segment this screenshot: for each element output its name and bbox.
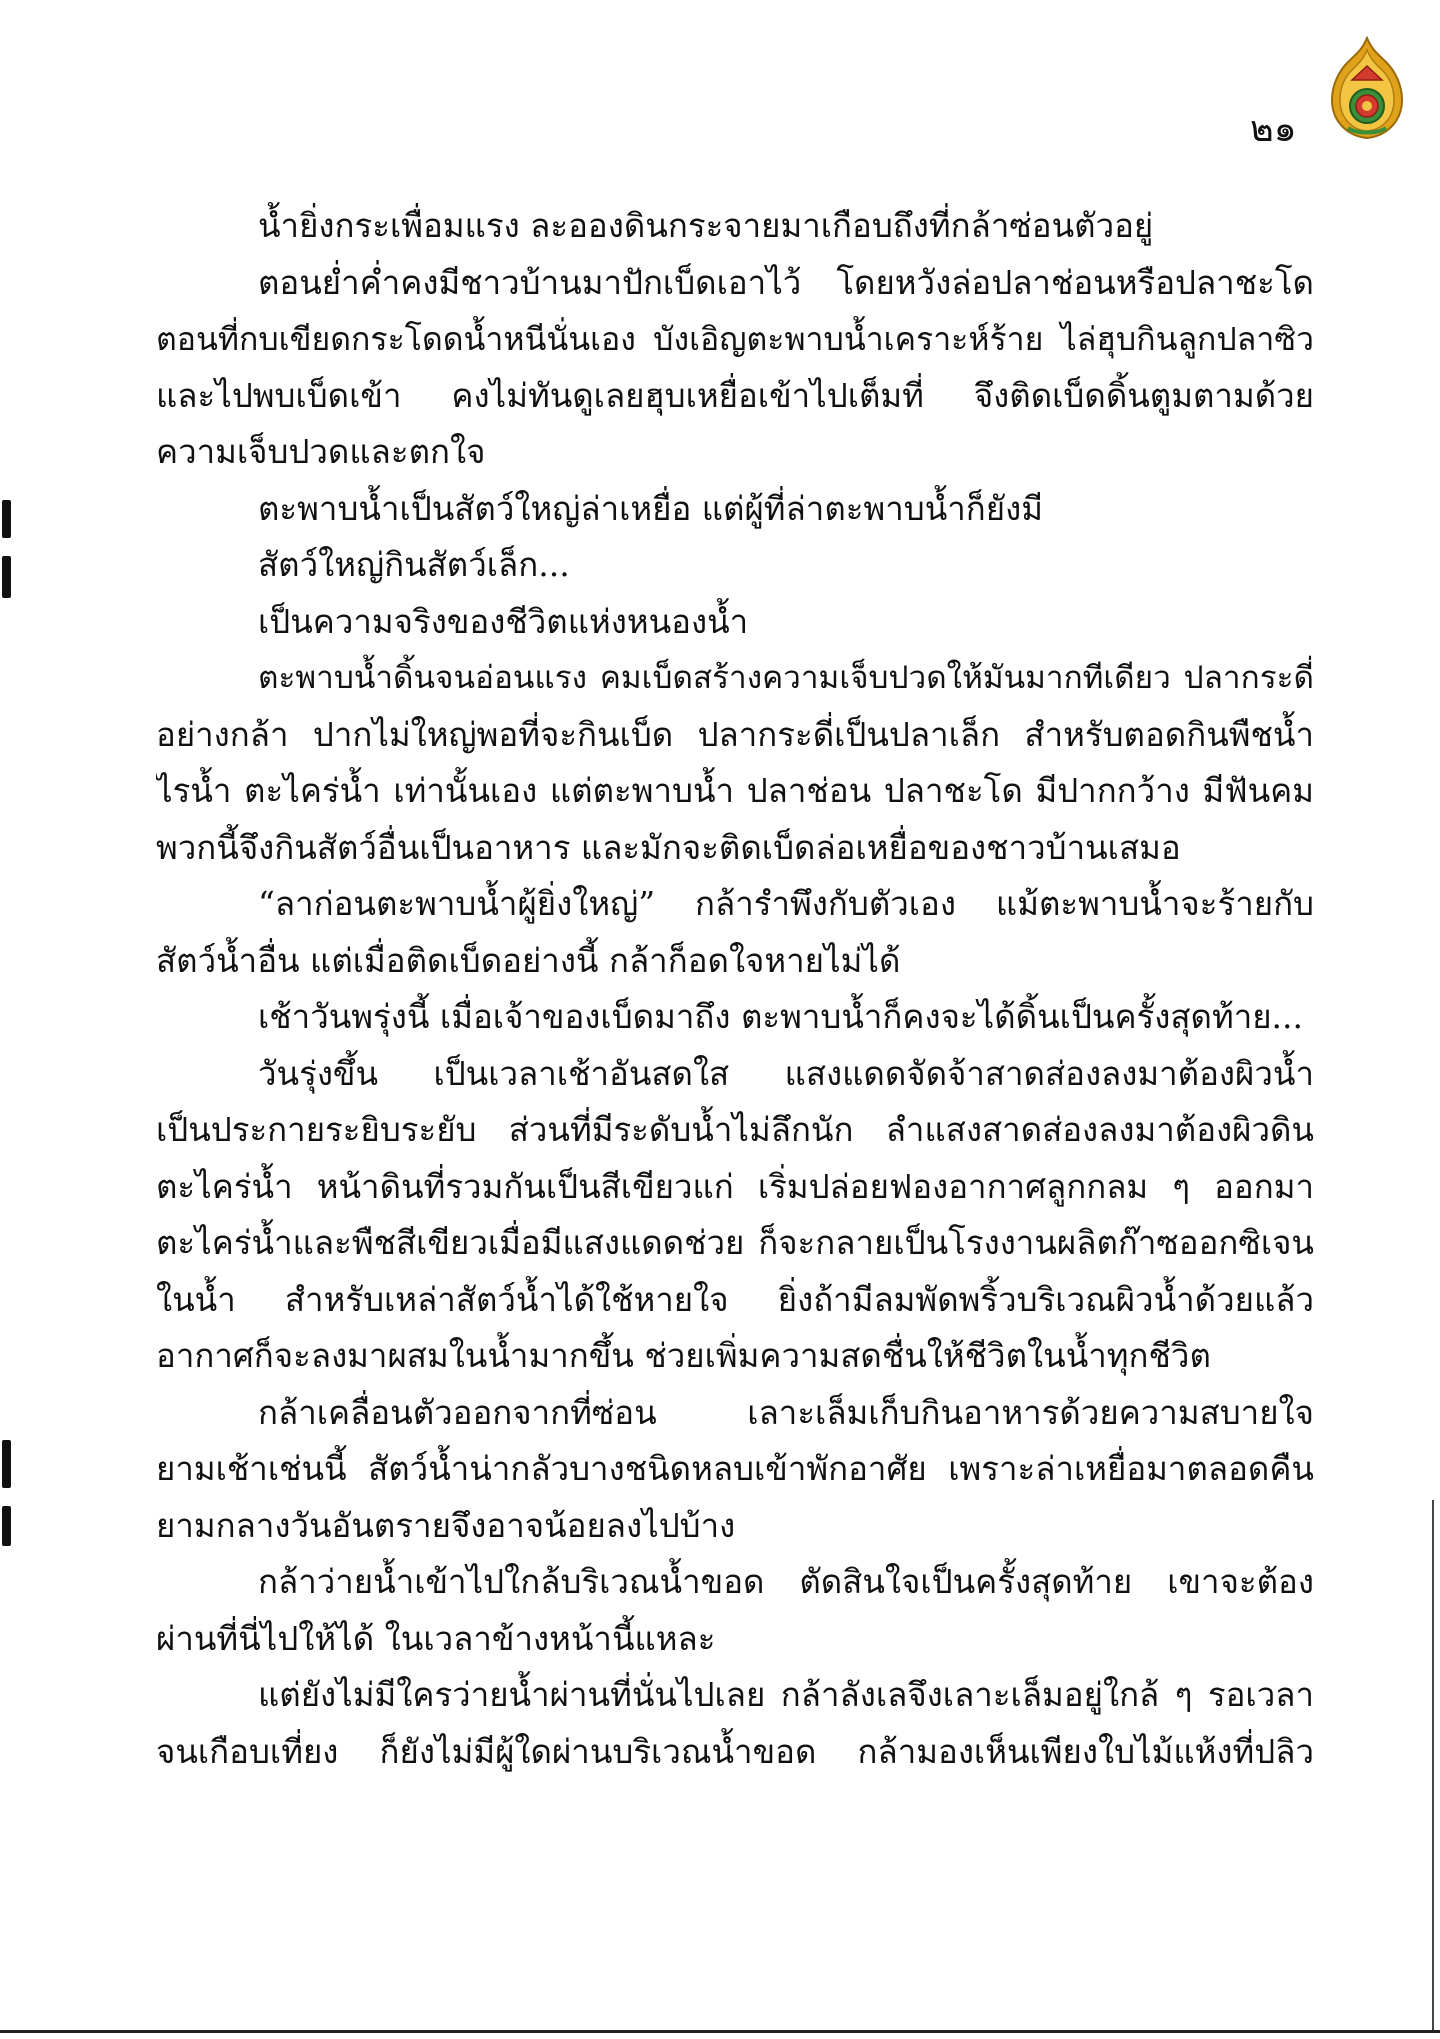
text-line: ในน้ำ สำหรับเหล่าสัตว์น้ำได้ใช้หายใจ ยิ่งถ้ามีลมพัดพริ้วบริเวณผิวน้ำด้วยแล้ว xyxy=(156,1279,1314,1319)
scan-edge-mark xyxy=(2,556,11,598)
text-line: น้ำยิ่งกระเพื่อมแรง ละอองดินกระจายมาเกือบถึงที่กล้าซ่อนตัวอยู่ xyxy=(258,206,1154,245)
body-text xyxy=(156,198,1314,1780)
text-line: และไปพบเบ็ดเข้า คงไม่ทันดูเลยฮุบเหยื่อเข้าไปเต็มที่ จึงติดเบ็ดดิ้นตูมตามด้วย xyxy=(156,375,1314,415)
text-line: ยามเช้าเช่นนี้ สัตว์น้ำน่ากลัวบางชนิดหลบเข้าพักอาศัย เพราะล่าเหยื่อมาตลอดคืน xyxy=(156,1449,1314,1488)
text-line: ตอนที่กบเขียดกระโดดน้ำหนีนั่นเอง บังเอิญตะพาบน้ำเคราะห์ร้าย ไล่ฮุบกินลูกปลาซิว xyxy=(156,320,1314,358)
text-line: ยามกลางวันอันตรายจึงอาจน้อยลงไปบ้าง xyxy=(156,1505,736,1545)
text-line: สัตว์น้ำอื่น แต่เมื่อติดเบ็ดอย่างนี้ กล้าก็อดใจหายไม่ได้ xyxy=(156,940,901,980)
text-line: ผ่านที่นี่ไปให้ได้ ในเวลาข้างหน้านี้แหละ xyxy=(156,1618,716,1658)
scan-bottom-edge xyxy=(0,2030,1440,2033)
text-line: ตะไคร่น้ำ หน้าดินที่รวมกันเป็นสีเขียวแก่ เริ่มปล่อยฟองอากาศลูกกลม ๆ ออกมา xyxy=(156,1166,1314,1206)
text-line: เป็นความจริงของชีวิตแห่งหนองน้ำ xyxy=(258,601,749,641)
text-line: ตะไคร่น้ำและพืชสีเขียวเมื่อมีแสงแดดช่วย ก็จะกลายเป็นโรงงานผลิตก๊าซออกซิเจน xyxy=(156,1223,1314,1262)
text-line: ไรน้ำ ตะไคร่น้ำ เท่านั้นเอง แต่ตะพาบน้ำ ปลาช่อน ปลาชะโด มีปากกว้าง มีฟันคม xyxy=(156,771,1314,810)
scan-edge-mark xyxy=(2,1506,11,1546)
text-line: ตอนย่ำค่ำคงมีชาวบ้านมาปักเบ็ดเอาไว้ โดยหวังล่อปลาช่อนหรือปลาชะโด xyxy=(258,262,1314,302)
royal-emblem-icon xyxy=(1326,36,1408,140)
text-line: วันรุ่งขึ้น เป็นเวลาเช้าอันสดใส แสงแดดจัดจ้าสาดส่องลงมาต้องผิวน้ำ xyxy=(258,1053,1314,1093)
scan-edge-line xyxy=(1432,1500,1434,2030)
text-line: กล้าเคลื่อนตัวออกจากที่ซ่อน เลาะเล็มเก็บกินอาหารด้วยความสบายใจ xyxy=(258,1392,1314,1432)
text-line: อากาศก็จะลงมาผสมในน้ำมากขึ้น ช่วยเพิ่มความสดชื่นให้ชีวิตในน้ำทุกชีวิต xyxy=(156,1336,1211,1375)
page-number: ๒๑ xyxy=(1250,109,1297,150)
text-line: ตะพาบน้ำเป็นสัตว์ใหญ่ล่าเหยื่อ แต่ผู้ที่ล่าตะพาบน้ำก็ยังมี xyxy=(258,488,1043,528)
text-line: จนเกือบเที่ยง ก็ยังไม่มีผู้ใดผ่านบริเวณน้ำขอด กล้ามองเห็นเพียงใบไม้แห้งที่ปลิว xyxy=(156,1731,1314,1771)
text-line: ความเจ็บปวดและตกใจ xyxy=(156,432,486,471)
text-line: พวกนี้จึงกินสัตว์อื่นเป็นอาหาร และมักจะติดเบ็ดล่อเหยื่อของชาวบ้านเสมอ xyxy=(156,827,1181,867)
scan-edge-mark xyxy=(2,500,11,538)
scan-edge-mark xyxy=(2,1440,11,1488)
text-line: เป็นประกายระยิบระยับ ส่วนที่มีระดับน้ำไม่ลึกนัก ลำแสงสาดส่องลงมาต้องผิวดิน xyxy=(156,1110,1314,1149)
text-line: กล้าว่ายน้ำเข้าไปใกล้บริเวณน้ำขอด ตัดสินใจเป็นครั้งสุดท้าย เขาจะต้อง xyxy=(258,1562,1314,1601)
text-line: แต่ยังไม่มีใครว่ายน้ำผ่านที่นั่นไปเลย กล้าลังเลจึงเลาะเล็มอยู่ใกล้ ๆ รอเวลา xyxy=(258,1675,1314,1714)
text-line: “ลาก่อนตะพาบน้ำผู้ยิ่งใหญ่” กล้ารำพึงกับตัวเอง แม้ตะพาบน้ำจะร้ายกับ xyxy=(258,884,1314,923)
text-line: สัตว์ใหญ่กินสัตว์เล็ก... xyxy=(258,545,570,584)
text-line: อย่างกล้า ปากไม่ใหญ่พอที่จะกินเบ็ด ปลากระดี่เป็นปลาเล็ก สำหรับตอดกินพืชน้ำ xyxy=(156,714,1314,754)
text-line: เช้าวันพรุ่งนี้ เมื่อเจ้าของเบ็ดมาถึง ตะพาบน้ำก็คงจะได้ดิ้นเป็นครั้งสุดท้าย... xyxy=(258,997,1304,1036)
text-line: ตะพาบน้ำดิ้นจนอ่อนแรง คมเบ็ดสร้างความเจ็บปวดให้มันมากทีเดียว ปลากระดี่ xyxy=(258,660,1314,696)
